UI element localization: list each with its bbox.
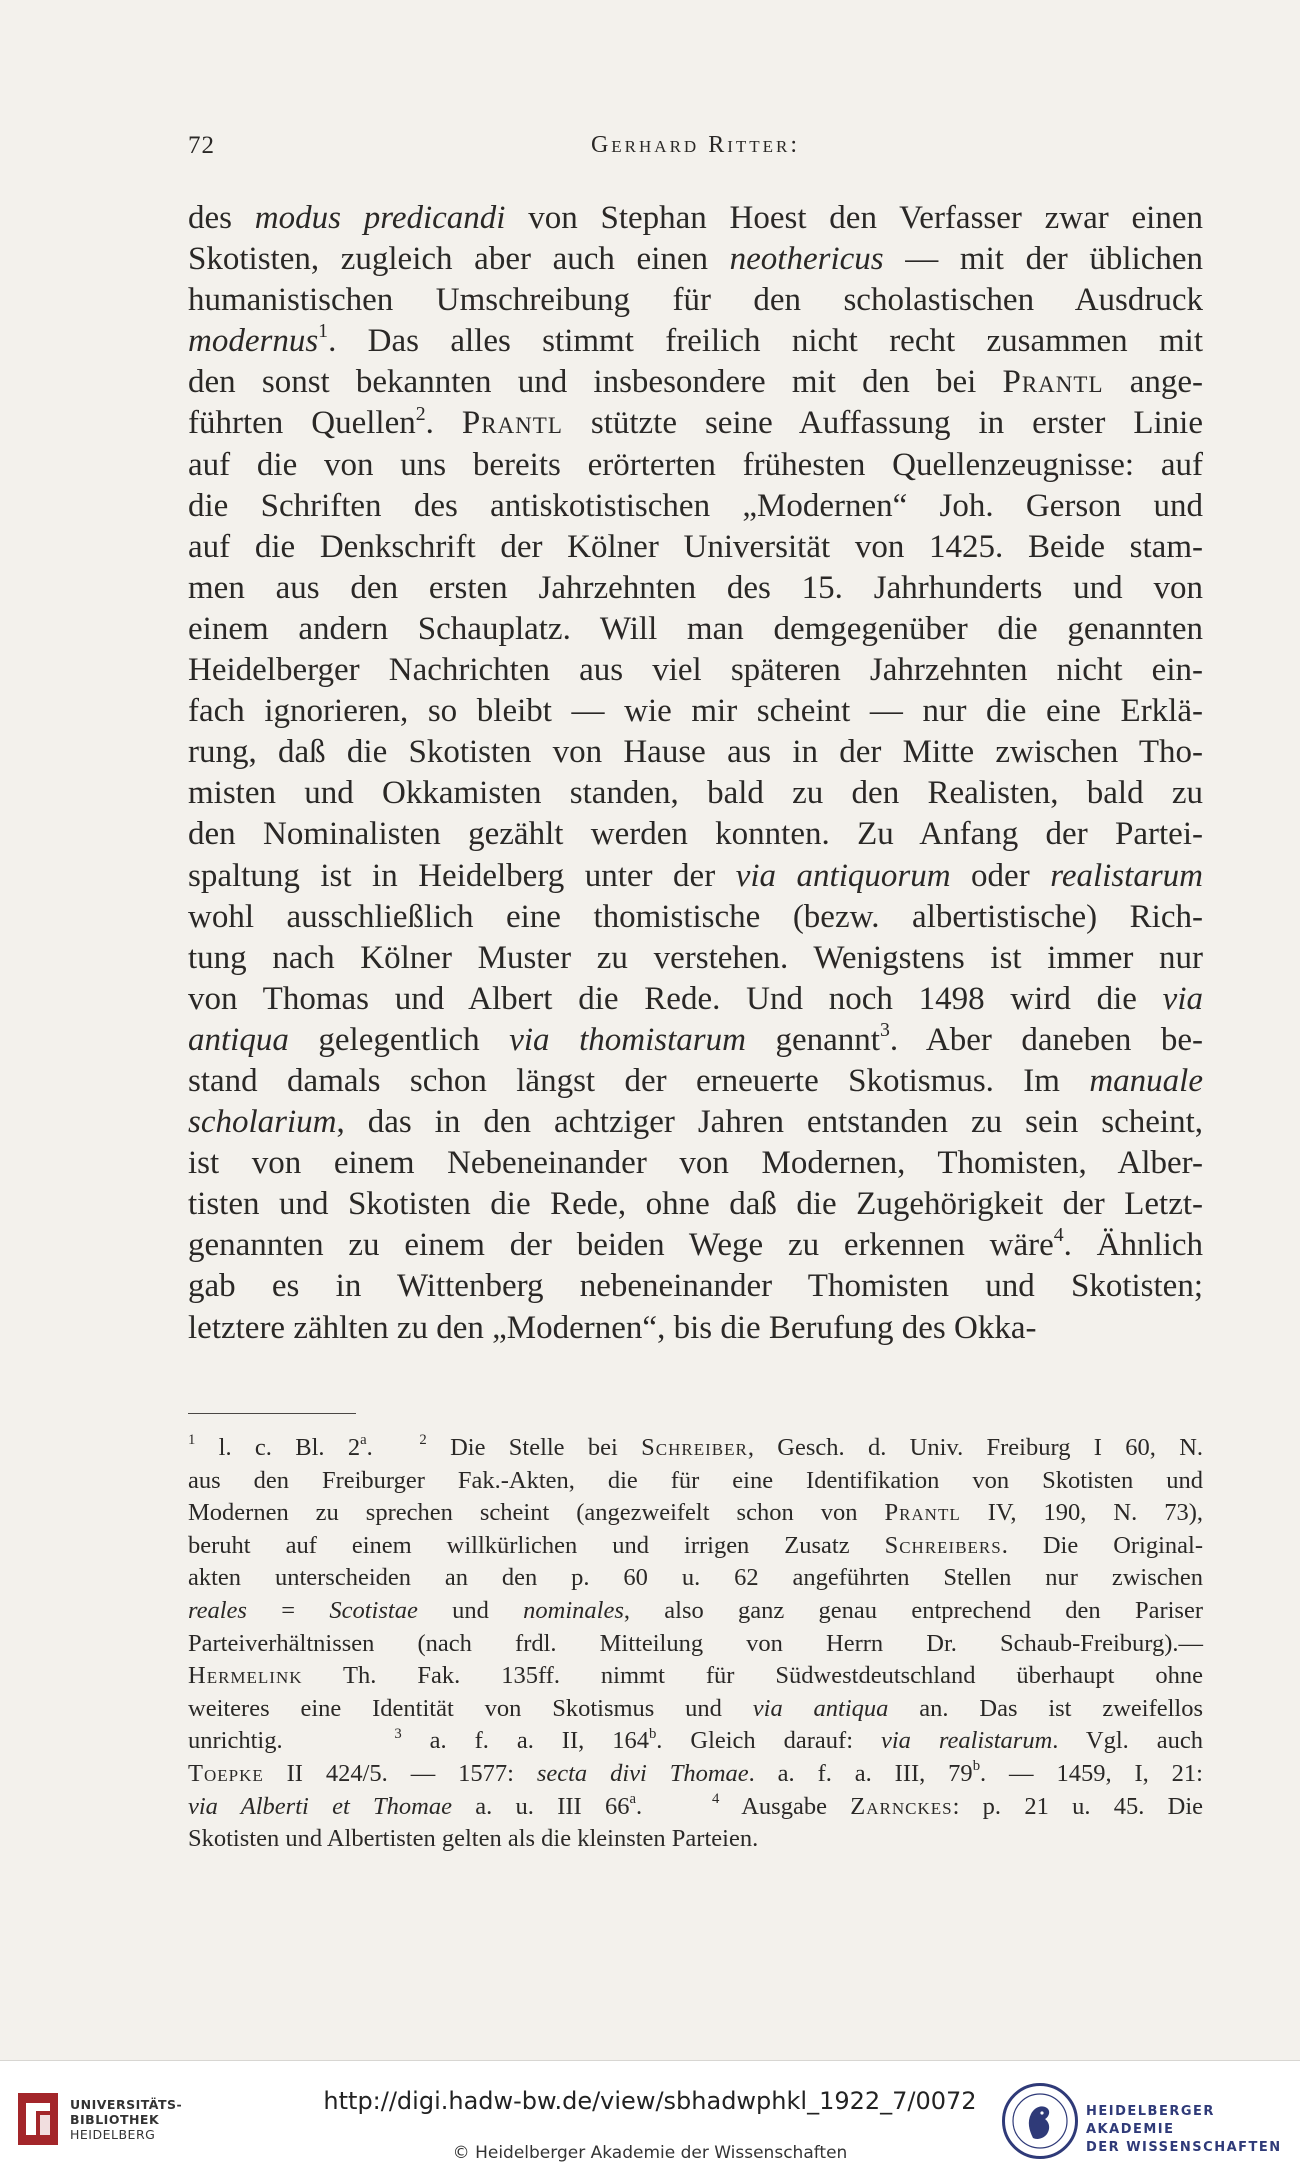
footnote-line: Hermelink Th. Fak. 135ff. nimmt für Südwestdeutschland überhaupt ohne bbox=[188, 1662, 1203, 1690]
text-line: auf die von uns bereits erörterten frühesten Quellenzeugnisse: auf bbox=[188, 446, 1203, 483]
library-logo-line3: HEIDELBERG bbox=[70, 2127, 156, 2142]
text-line: Heidelberger Nachrichten aus viel späteren Jahrzehnten nicht ein- bbox=[188, 652, 1203, 689]
footnote-line: weiteres eine Identität von Skotismus und via antiqua an. Das ist zweifellos bbox=[188, 1694, 1204, 1722]
text-line: ist von einem Nebeneinander von Modernen, Thomisten, Alber- bbox=[188, 1145, 1203, 1182]
footnote-line: $^1$ l. c. Bl. 2$^a$. $^2$ Die Stelle bei Schreiber, Gesch. d. Univ. Freiburg I 60, N. bbox=[188, 1432, 1204, 1461]
footnote-line: unrichtig. $^3$ a. f. a. II, 164$^b$. Gleich darauf: via realistarum. Vgl. auch bbox=[188, 1725, 1203, 1755]
text-line: tisten und Skotisten die Rede, ohne daß die Zugehörigkeit der Letzt- bbox=[188, 1186, 1203, 1223]
text-line: modernus$^1$. Das alles stimmt freilich nicht recht zusammen mit bbox=[188, 320, 1203, 360]
text-line: tung nach Kölner Muster zu verstehen. Wenigstens ist immer nur bbox=[188, 939, 1203, 976]
text-line: Skotisten, zugleich aber auch einen neothericus — mit der üblichen bbox=[188, 241, 1203, 278]
text-line: antiqua gelegentlich via thomistarum genannt$^3$. Aber daneben be- bbox=[188, 1018, 1204, 1058]
text-line: gab es in Wittenberg nebeneinander Thomisten und Skotisten; bbox=[188, 1268, 1203, 1305]
text-line: fach ignorieren, so bleibt — wie mir scheint — nur die eine Erklä- bbox=[188, 693, 1203, 730]
viewer-footer bbox=[0, 2060, 1300, 2183]
text-line: stand damals schon längst der erneuerte Skotismus. Im manuale bbox=[188, 1062, 1203, 1099]
footnote-line: Parteiverhältnissen (nach frdl. Mitteilung von Herrn Dr. Schaub-Freiburg).— bbox=[188, 1629, 1203, 1657]
text-line: letztere zählten zu den „Modernen“, bis die Berufung des Okka- bbox=[188, 1309, 1037, 1346]
text-line: den sonst bekannten und insbesondere mit den bei Prantl ange- bbox=[188, 364, 1203, 401]
footnote-line: reales = Scotistae und nominales, also ganz genau entprechend den Pariser bbox=[188, 1596, 1203, 1624]
text-line: spaltung ist in Heidelberg unter der via antiquorum oder realistarum bbox=[188, 857, 1204, 894]
library-logo-line2: BIBLIOTHEK bbox=[70, 2112, 160, 2127]
library-logo-line1: UNIVERSITÄTS- bbox=[70, 2097, 183, 2112]
academy-name-line1: HEIDELBERGER AKADEMIE bbox=[1086, 2104, 1215, 2137]
text-line: von Thomas und Albert die Rede. Und noch 1498 wird die via bbox=[188, 980, 1203, 1017]
footnote-line: beruht auf einem willkürlichen und irrigen Zusatz Schreibers. Die Original- bbox=[188, 1531, 1203, 1559]
running-title: Gerhard Ritter: bbox=[590, 132, 801, 158]
text-line: rung, daß die Skotisten von Hause aus in der Mitte zwischen Tho- bbox=[188, 734, 1203, 771]
footnote-line: Modernen zu sprechen scheint (angezweifelt schon von Prantl IV, 190, N. 73), bbox=[188, 1499, 1203, 1527]
permalink-url[interactable]: http://digi.hadw-bw.de/view/sbhadwphkl_1922_7/0072 bbox=[323, 2087, 977, 2115]
text-line: humanistischen Umschreibung für den scholastischen Ausdruck bbox=[188, 282, 1203, 319]
text-line: scholarium, das in den achtziger Jahren entstanden zu sein scheint, bbox=[188, 1104, 1203, 1141]
footnote-divider bbox=[188, 1413, 356, 1414]
academy-seal-icon bbox=[1002, 2083, 1078, 2159]
page-header bbox=[188, 132, 1203, 172]
footnote-line: aus den Freiburger Fak.-Akten, die für eine Identifikation von Skotisten und bbox=[188, 1466, 1203, 1494]
text-line: men aus den ersten Jahrzehnten des 15. Jahrhunderts und von bbox=[188, 569, 1203, 606]
text-line: des modus predicandi von Stephan Hoest den Verfasser zwar einen bbox=[188, 200, 1203, 236]
footnote-line: akten unterscheiden an den p. 60 u. 62 angeführten Stellen nur zwischen bbox=[188, 1564, 1203, 1592]
academy-name-line2: DER WISSENSCHAFTEN bbox=[1086, 2140, 1282, 2155]
footnotes bbox=[188, 1432, 1203, 1856]
text-line: misten und Okkamisten standen, bald zu den Realisten, bald zu bbox=[188, 775, 1203, 812]
footnote-line: Skotisten und Albertisten gelten als die kleinsten Parteien. bbox=[188, 1825, 759, 1853]
text-line: führten Quellen$^2$. Prantl stützte seine Auffassung in erster Linie bbox=[188, 402, 1203, 442]
text-line: auf die Denkschrift der Kölner Universität von 1425. Beide stam- bbox=[188, 528, 1203, 565]
text-line: genannten zu einem der beiden Wege zu erkennen wäre$^4$. Ähnlich bbox=[188, 1224, 1203, 1264]
footnote-line: via Alberti et Thomae a. u. III 66$^a$. $^4$ Ausgabe Zarnckes: p. 21 u. 45. Die bbox=[188, 1790, 1204, 1820]
page-number: 72 bbox=[188, 132, 215, 159]
text-line: den Nominalisten gezählt werden konnten. Zu Anfang der Partei- bbox=[188, 816, 1203, 853]
body-text bbox=[188, 198, 1203, 1349]
copyright-notice: © Heidelberger Akademie der Wissenschaften bbox=[452, 2143, 848, 2163]
footnote-line: Toepke II 424/5. — 1577: secta divi Thomae. a. f. a. III, 79$^b$. — 1459, I, 21: bbox=[188, 1758, 1203, 1787]
text-line: einem andern Schauplatz. Will man demgegenüber die genannten bbox=[188, 610, 1203, 647]
text-line: die Schriften des antiskotistischen „Modernen“ Joh. Gerson und bbox=[188, 487, 1203, 524]
text-line: wohl ausschließlich eine thomistische (bezw. albertistische) Rich- bbox=[188, 898, 1203, 935]
academy-logo[interactable] bbox=[1002, 2083, 1292, 2163]
